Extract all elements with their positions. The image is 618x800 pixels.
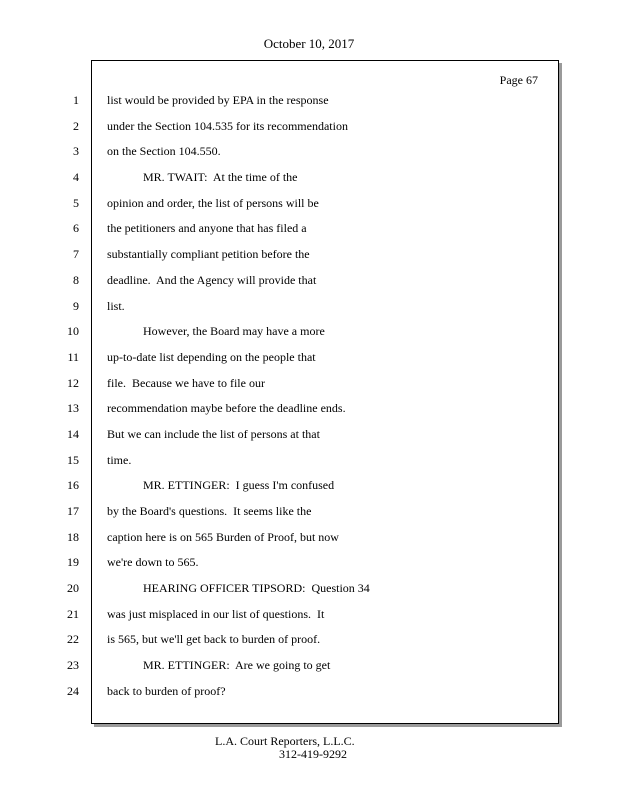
transcript-line: the petitioners and anyone that has filed a — [107, 221, 307, 236]
line-number: 18 — [67, 529, 79, 544]
transcript-line: deadline. And the Agency will provide that — [107, 272, 317, 287]
line-number: 2 — [73, 118, 79, 133]
line-number: 19 — [67, 555, 79, 570]
line-number: 12 — [67, 375, 79, 390]
transcript-line: However, the Board may have a more — [143, 324, 325, 339]
transcript-line: was just misplaced in our list of questions. It — [107, 606, 325, 621]
line-number: 13 — [67, 401, 79, 416]
line-number: 24 — [67, 683, 79, 698]
line-number: 10 — [67, 324, 79, 339]
line-number: 14 — [67, 426, 79, 441]
transcript-line: time. — [107, 452, 132, 467]
footer-phone: 312-419-9292 — [279, 747, 347, 761]
transcript-line: substantially compliant petition before the — [107, 247, 310, 262]
transcript-text — [107, 88, 547, 705]
page-number: Page 67 — [499, 73, 538, 87]
transcript-line: MR. ETTINGER: Are we going to get — [143, 658, 331, 673]
line-number: 5 — [73, 195, 79, 210]
line-number-column — [0, 88, 82, 705]
line-number: 11 — [67, 349, 79, 364]
transcript-line: up-to-date list depending on the people that — [107, 349, 316, 364]
transcript-line: opinion and order, the list of persons will be — [107, 195, 319, 210]
transcript-line: MR. ETTINGER: I guess I'm confused — [143, 478, 335, 493]
line-number: 23 — [67, 658, 79, 673]
line-number: 7 — [73, 247, 79, 262]
transcript-line: we're down to 565. — [107, 555, 199, 570]
transcript-line: file. Because we have to file our — [107, 375, 265, 390]
line-number: 1 — [73, 93, 79, 107]
line-number: 3 — [73, 144, 79, 159]
transcript-line: back to burden of proof? — [107, 683, 226, 698]
transcript-line: under the Section 104.535 for its recommendation — [107, 118, 348, 133]
transcript-date-header: October 10, 2017 — [263, 36, 355, 51]
transcript-line: HEARING OFFICER TIPSORD: Question 34 — [143, 581, 370, 596]
line-number: 16 — [67, 478, 79, 493]
line-number: 21 — [67, 606, 79, 621]
line-number: 8 — [73, 272, 79, 287]
line-number: 22 — [67, 632, 79, 647]
footer-company: L.A. Court Reporters, L.L.C. — [215, 734, 355, 748]
line-number: 20 — [67, 581, 79, 596]
line-number: 17 — [67, 504, 79, 518]
transcript-line: caption here is on 565 Burden of Proof, but now — [107, 529, 339, 544]
transcript-line: is 565, but we'll get back to burden of proof. — [107, 632, 321, 647]
line-number: 15 — [67, 452, 79, 467]
transcript-line: by the Board's questions. It seems like the — [107, 504, 312, 518]
transcript-line: recommendation maybe before the deadline ends. — [107, 401, 346, 416]
line-number: 9 — [73, 298, 79, 313]
transcript-line: list. — [107, 298, 125, 313]
transcript-line: list would be provided by EPA in the response — [107, 93, 329, 107]
line-number: 4 — [73, 170, 79, 185]
line-number: 6 — [73, 221, 79, 236]
transcript-line: MR. TWAIT: At the time of the — [143, 170, 298, 185]
transcript-line: But we can include the list of persons at that — [107, 426, 320, 441]
transcript-line: on the Section 104.550. — [107, 144, 221, 159]
